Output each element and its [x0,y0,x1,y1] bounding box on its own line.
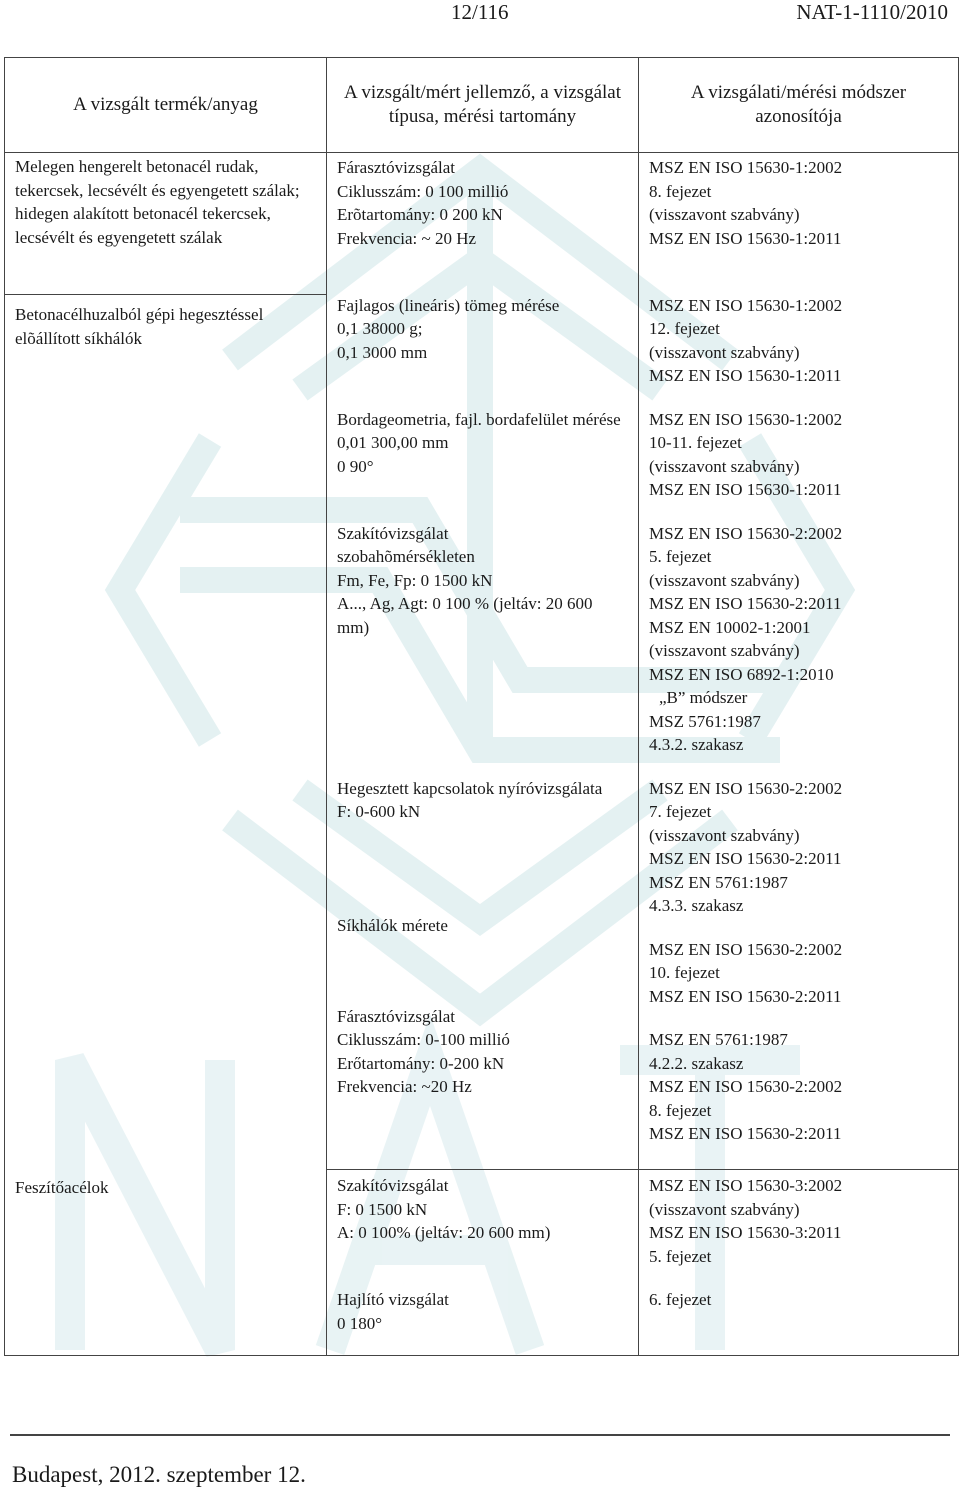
test-line: F: 0 1500 kN [337,1199,428,1219]
method-line: 4.2.2. szakasz [649,1053,744,1073]
method-line: MSZ EN ISO 15630-1:2011 [649,228,842,248]
method-line: MSZ EN ISO 15630-2:2002 [649,939,843,959]
test-line: Fárasztóvizsgálat [337,158,456,177]
method-line: MSZ EN ISO 15630-2:2002 [649,778,843,798]
method-line: (visszavont szabvány) [649,570,800,590]
method-line: MSZ EN ISO 15630-1:2011 [649,366,842,385]
test-line: 0,01 300,00 mm [337,433,449,452]
methods-cell [639,153,959,1170]
test-line: 0 90° [337,456,374,476]
test-line: 0,1 38000 g; [337,319,423,338]
method-line: MSZ EN ISO 6892-1:2010 [649,664,834,684]
test-line: A: 0 100% (jeltáv: 20 600 mm) [337,1223,551,1242]
test-line: Szakítóvizsgálat [337,523,449,543]
product-name: Melegen hengerelt betonacél rudak, tekercsek, lecsévélt és egyengetett szálak; hidegen alakított betonacél tekercsek, lecsévélt és egyengetett szálak [15,157,300,247]
method-line: 8. fejezet [649,181,712,201]
test-line: 0,1 3000 mm [337,342,428,362]
method-line: MSZ EN ISO 15630-2:2011 [649,849,842,868]
test-line: Frekvencia: ~20 Hz [337,1077,472,1096]
method-line: (visszavont szabvány) [649,342,800,362]
method-line: MSZ EN ISO 15630-1:2002 [649,409,843,429]
method-line: MSZ EN ISO 15630-3:2002 [649,1176,843,1195]
method-line: 10-11. fejezet [649,433,742,452]
method-line: MSZ 5761:1987 [649,711,761,731]
table-row [5,153,959,295]
accreditation-table [4,57,959,1356]
method-line: 5. fejezet [649,547,712,566]
test-line: Frekvencia: ~ 20 Hz [337,228,477,248]
method-line: 8. fejezet [649,1100,712,1120]
table-header-row [5,58,959,153]
product-name: Feszítőacélok [15,1177,109,1197]
method-line: (visszavont szabvány) [649,1199,800,1219]
test-line: Hegesztett kapcsolatok nyíróvizsgálata [337,778,603,798]
test-line: A..., Ag, Agt: 0 100 % (jeltáv: 20 600 mm) [337,594,593,637]
method-line: MSZ EN ISO 15630-2:2011 [649,594,842,613]
test-line: Szakítóvizsgálat [337,1176,449,1195]
test-line: Erőtartomány: 0-200 kN [337,1053,505,1073]
product-name: Betonacélhuzalból gépi hegesztéssel elõállított síkhálók [15,305,264,348]
test-line: F: 0-600 kN [337,802,421,821]
method-line: (visszavont szabvány) [649,641,800,660]
method-line: 4.3.2. szakasz [649,735,744,754]
col-header-test: A vizsgált/mért jellemző, a vizsgálat típusa, mérési tartomány [327,58,639,153]
method-line: MSZ EN ISO 15630-1:2002 [649,158,843,177]
method-line: (visszavont szabvány) [649,456,800,476]
test-line: Fm, Fe, Fp: 0 1500 kN [337,570,493,590]
test-line: Ciklusszám: 0 100 millió [337,181,509,201]
col-header-method: A vizsgálati/mérési módszer azonosítója [639,58,959,153]
method-line: MSZ EN 5761:1987 [649,872,788,892]
method-line: MSZ EN ISO 15630-1:2011 [649,480,842,499]
method-line: 10. fejezet [649,963,720,982]
footer-divider [10,1434,950,1436]
method-line: 6. fejezet [649,1290,712,1309]
method-line: MSZ EN ISO 15630-1:2002 [649,295,843,315]
method-line: 7. fejezet [649,802,712,821]
test-line: Hajlító vizsgálat [337,1290,449,1309]
test-line: Síkhálók mérete [337,916,448,935]
test-line: Fárasztóvizsgálat [337,1006,456,1026]
method-line: 12. fejezet [649,319,720,338]
test-line: Bordageometria, fajl. bordafelület mérése [337,409,621,429]
test-line: Ciklusszám: 0-100 millió [337,1030,510,1049]
tests-cell [327,153,639,1170]
test-line: 0 180° [337,1313,383,1333]
test-line: Erõtartomány: 0 200 kN [337,205,503,224]
method-line: (visszavont szabvány) [649,825,800,845]
method-line: MSZ EN ISO 15630-2:2002 [649,1077,843,1096]
tests-cell [327,1170,639,1356]
method-line: MSZ EN 10002-1:2001 [649,617,811,637]
method-line: MSZ EN 5761:1987 [649,1030,788,1049]
col-header-product: A vizsgált termék/anyag [5,58,327,153]
product-cell [5,1170,327,1356]
page-number: 12/116 [451,0,509,24]
test-line: szobahõmérsékleten [337,547,475,566]
product-cell [5,295,327,1170]
footer-place-date: Budapest, 2012. szeptember 12. [12,1462,306,1487]
method-line: MSZ EN ISO 15630-3:2011 [649,1223,842,1242]
method-line: 4.3.3. szakasz [649,896,744,915]
test-line: Fajlagos (lineáris) tömeg mérése [337,295,560,315]
document-id: NAT-1-1110/2010 [796,0,948,24]
method-line: MSZ EN ISO 15630-2:2002 [649,523,843,543]
table-row [5,1170,959,1356]
page-header [0,0,960,40]
method-line: MSZ EN ISO 15630-2:2011 [649,986,842,1006]
method-line: MSZ EN ISO 15630-2:2011 [649,1124,842,1143]
method-line: „B” módszer [659,688,748,707]
methods-cell [639,1170,959,1356]
product-cell [5,153,327,295]
method-line: 5. fejezet [649,1246,712,1266]
method-line: (visszavont szabvány) [649,205,800,224]
